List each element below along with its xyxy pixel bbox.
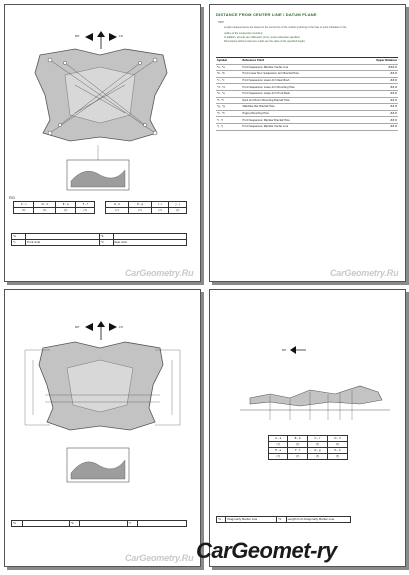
note-3: In addition, all units are millimeters (mm), unless otherwise specified. [224,36,301,39]
rh-arrow-label: RH [75,325,80,329]
spec-row: *h - *h Engine Mounting Hole ##.# [217,112,397,116]
page-bottom-left [4,289,201,567]
watermark: CarGeometry.Ru [125,553,194,563]
spec-row: *g - *g Stabilizer Bar Bracket Hole ##.# [217,105,397,109]
spec-row: *f - *f Rack and Pinion Mounting Bracket Hole ##.# [217,98,397,102]
watermark: CarGeometry.Ru [330,268,399,278]
rh-arrow-label: RH [75,34,80,38]
page-title: DISTANCE FROM CENTER LINE / DATUM PLANE [216,12,317,17]
watermark: CarGeometry.Ru [125,268,194,278]
brand-watermark: CarGeomet-ry [196,538,337,563]
spec-row: *d - *d Front Suspension Lower Arm Mounting Hole ##.# [217,85,397,89]
lh-arrow-label: LH [119,34,123,38]
dimension-table-b: G - h H - g I - i J - j (?) (?) (?) (?) [105,201,187,214]
spec-row: *a - *a Front Suspension Member Center Line ###.# [217,65,397,69]
page-bottom-right [209,289,406,567]
dimension-table: A - a B - b C - c D - d (?) (?) (?) (?) E - e F - f G - g H - h (?) (?) (?) (?) [268,435,348,460]
legend-table: *a *b *c [11,520,187,527]
dimension-table-a: C - c D - d E - e F - f (?) (?) (?) (?) [13,201,95,214]
fig-code: RG [9,195,15,200]
spec-row: *b - *b Front Lower No.1 Suspension Arm Bracket Hole ##.# [217,72,397,76]
spec-row: *c - *c Front Suspension Lower Arm Rear Bush ##.# [217,79,397,83]
lh-arrow-label: LH [119,325,123,329]
note-4: Dimensions without reference marks are the value of the specified height. [224,40,306,43]
legend-table: *a *b *c Front Axle *d Rear Axle [11,233,187,246]
legend-table: *a Diagonally Marker Line *b Length from Diagonally Marker Line [216,516,351,523]
page-top-left [4,4,201,282]
spec-row: *e - *e Front Suspension Lower Arm Front Bush ##.# [217,92,397,96]
hint-label: HINT: [218,21,225,24]
spec-table: Symbol Reference Point Upper Distance *a - *a Front Suspension Member Center Line ###.# *b - *b Front Lower No.1 Suspension Arm Bracket Hole ##.# *c - *c Front Suspension Lower Arm Rear Bush ##.# *d - *d Front Suspension Lower Arm Mounting Hole ##.# *e - *e Front Suspension Lower Arm Front Bush ##.# *f - *f Rack and Pinion Mounting Bracket Hole ##.# *g - *g Stabilizer Bar Bracket Hole ##.# *h - *h Engine Mounting Hole ##.# *i - *i Front Suspension Member Bracket Hole ##.# *j - *j Front Suspension Member Center Line ##.# [217,59,397,129]
note-2: outline of the suspension member). [224,32,264,35]
spec-row: *j - *j Front Suspension Member Center Line ##.# [217,125,397,129]
spec-row: *i - *i Front Suspension Member Bracket Hole ##.# [217,118,397,122]
view-label: RH [282,348,287,352]
subframe-side-view-diagram [210,290,405,566]
page-top-right [209,4,406,282]
note-1: Length measurements are based on the centre line of the vehicle (referring to the hole or point indicated on the [224,26,347,29]
